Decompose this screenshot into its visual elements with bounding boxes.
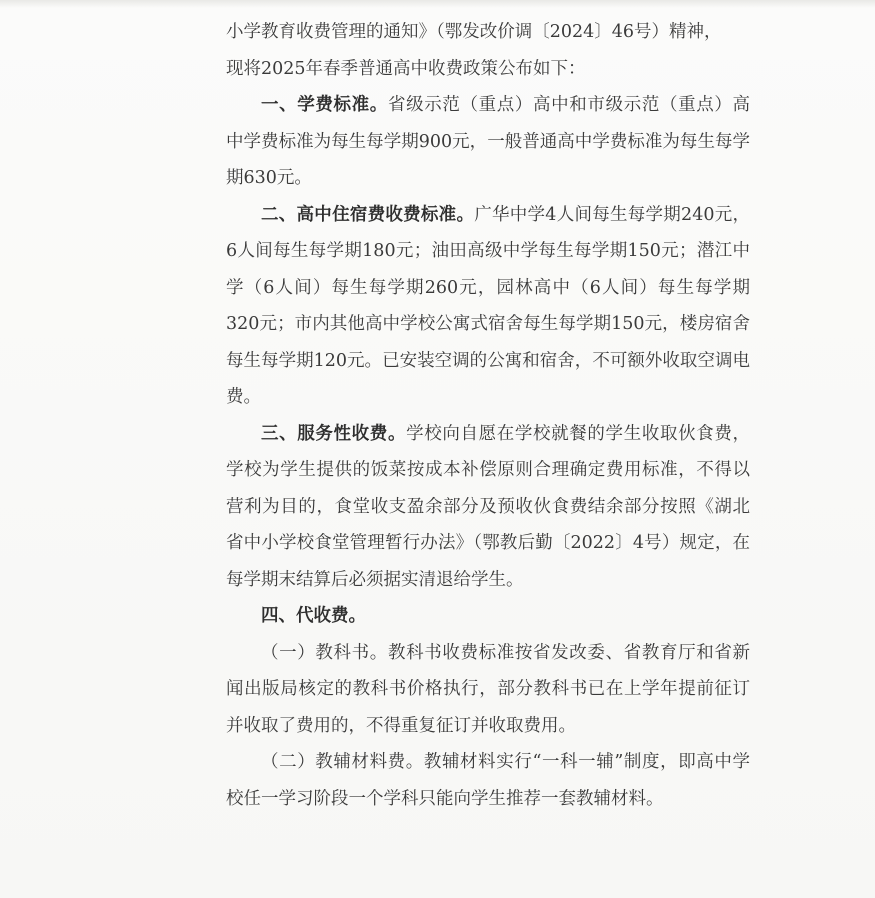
intro-line-1: 小学教育收费管理的通知》（鄂发改价调〔2024〕46号）精神，: [226, 22, 722, 42]
section-body: 广华中学4人间每生每学期240元，6人间每生每学期180元；油田高级中学每生每学期150元；潜江中学（6人间）每生每学期260元，园林高中（6人间）每生每学期320元；市内其他高中学校公寓式宿舍每生每学期150元，楼房宿舍每生每学期120元。已安装空调的公寓和宿舍，不可额外收取空调电费。: [226, 204, 750, 407]
subsection-supplementary-materials: （二）教辅材料费。教辅材料实行“一科一辅”制度，即高中学校任一学习阶段一个学科只能向学生推荐一套教辅材料。: [226, 752, 750, 809]
subsection-textbooks: （一）教科书。教科书收费标准按省发改委、省教育厅和省新闻出版局核定的教科书价格执行，部分教科书已在上学年提前征订并收取了费用的，不得重复征订并收取费用。: [226, 642, 750, 736]
section-heading: 二、高中住宿费收费标准。: [261, 204, 475, 225]
section-heading: 三、服务性收费。: [261, 423, 407, 444]
intro-line-2: 现将2025年春季普通高中收费政策公布如下：: [226, 58, 586, 79]
section-heading: 一、学费标准。: [261, 95, 388, 115]
document-body: [226, 14, 750, 817]
section-accommodation: [226, 197, 750, 416]
section-heading: 四、代收费。: [261, 606, 366, 626]
section-service-fees: [226, 416, 750, 599]
section-tuition: [226, 87, 750, 197]
page-top-edge: [0, 0, 875, 8]
section-body: 省级示范（重点）高中和市级示范（重点）高中学费标准为每生每学期900元，一般普通高中学费标准为每生每学期630元。: [226, 95, 751, 188]
section-body: 学校向自愿在学校就餐的学生收取伙食费，学校为学生提供的饭菜按成本补偿原则合理确定费用标准，不得以营利为目的，食堂收支盈余部分及预收伙食费结余部分按照《湖北省中小学校食堂管理暂行办法》（鄂教后勤〔2022〕4号）规定，在每学期末结算后必须据实清退给学生。: [226, 423, 750, 590]
section-collection-fees: [226, 598, 750, 635]
